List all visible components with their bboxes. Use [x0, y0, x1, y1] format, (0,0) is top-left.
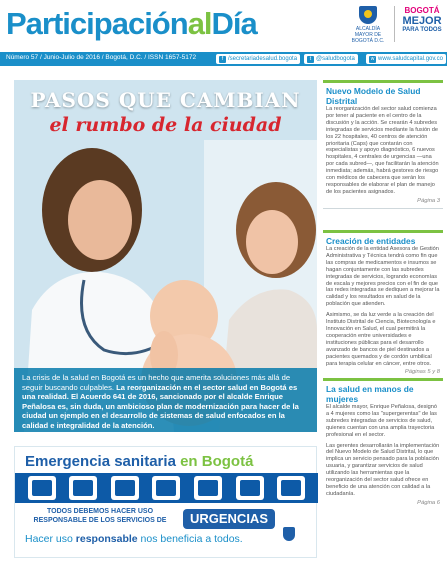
hero-caption-intro: La crisis de la salud en Bogotá es un hecho que amerita soluciones más allá de seguir buscando culpables.	[22, 373, 291, 392]
sidebar-section-entidades	[323, 230, 443, 380]
car-crash-icon	[236, 476, 264, 500]
hero-title-line1: PASOS QUE CAMBIAN	[30, 88, 301, 112]
sidebar-section-mujeres	[323, 378, 443, 506]
issue-info-bar	[0, 52, 447, 66]
banner-tagline	[25, 507, 175, 525]
section-separator	[323, 208, 443, 209]
hero-title-line2: el rumbo de la ciudad	[49, 114, 282, 136]
masthead-part3: Día	[211, 6, 257, 41]
logo-divider	[394, 6, 395, 42]
shield-icon	[359, 6, 377, 24]
hero-caption-bold: La reorganización en el sector salud en Bogotá es una realidad. El Acuerdo 641 de 2016, sancionado por el alcalde Enrique Peñalosa es, sin duda, un ambicioso plan de modernización para hacer de la ciudad un ejemplo en el desarrollo de sistemas de salud enfocados en la calidad e integralidad de la atención.	[22, 382, 299, 430]
facebook-icon: f	[219, 56, 226, 63]
section-rule	[323, 230, 443, 233]
web-icon: w	[370, 55, 375, 62]
bogota-logo-line3: PARA TODOS	[402, 27, 442, 33]
facebook-handle: /secretariadesalud.bogota	[228, 56, 298, 62]
sidebar-section-text	[323, 106, 443, 196]
emergency-icon-strip	[15, 473, 318, 503]
ambulance-icon	[28, 476, 56, 500]
twitter-handle: @saludbogota	[316, 56, 355, 62]
masthead-part2: al	[187, 6, 212, 41]
sidebar-section-nuevo-modelo	[323, 80, 443, 209]
bogota-logo-line2: MEJOR	[402, 15, 442, 27]
masthead-title	[6, 4, 257, 44]
banner-tagline-line1: TODOS DEBEMOS HACER USO	[46, 508, 154, 515]
fall-icon	[152, 476, 180, 500]
banner-tagline-line2: RESPONSABLE DE LOS SERVICIOS DE	[33, 517, 167, 524]
facebook-link[interactable]	[216, 54, 300, 64]
website-link[interactable]	[366, 54, 446, 64]
header-logos	[348, 6, 443, 44]
banner-footer-plain1: Hacer uso	[25, 533, 76, 545]
hero-caption	[14, 368, 317, 432]
banner-title-part2: en Bogotá	[180, 453, 254, 470]
emergency-banner	[14, 446, 317, 558]
masthead-part1: Participación	[6, 6, 188, 41]
page-reference: Página 3	[417, 197, 440, 204]
sidebar-paragraph: El alcalde mayor, Enrique Peñalosa, designó a 4 mujeres como las "supergerentas" de las subredes integradas de servicios de salud, quienes cuentan con una amplia trayectoria profesional en el sector.	[326, 404, 438, 438]
sidebar-section-text	[323, 404, 443, 498]
bogota-mejor-logo	[401, 6, 443, 44]
hero-feature	[14, 80, 317, 432]
alcaldia-mini-logo	[283, 527, 295, 541]
accident-icon	[69, 476, 97, 500]
injury-icon	[111, 476, 139, 500]
sidebar-section-title: La salud en manos de mujeres	[326, 384, 414, 404]
bogota-mini-logo	[299, 527, 315, 541]
sidebar-news	[323, 80, 443, 560]
sidebar-paragraph: La creación de la entidad Asesora de Gestión Administrativa y Técnica tendrá como fin que las compras de medicamentos e insumos se hagan conjuntamente con las subredes integradas de servicios, logrando economías de escala y mejores precios con el fin de que las redes integradas se dediquen a mejorar la calidad y los resultados en salud de la población que atienden.	[326, 246, 440, 308]
twitter-icon: t	[307, 56, 314, 63]
drowning-icon	[277, 476, 305, 500]
sidebar-section-text	[323, 246, 443, 367]
sidebar-paragraph: Asimismo, se da luz verde a la creación del Instituto Distrital de Ciencia, Biotecnología e Innovación en Salud, el cual permitirá la cooperación entre universidades e instituciones públicas para el desarrollo avanzado de bancos de piel destinados a pacientes quemados y de cordón umbilical para terapia celular en cáncer, entre otros.	[326, 312, 436, 367]
page-reference: Página 6	[417, 499, 440, 506]
page-reference: Páginas 5 y 8	[404, 369, 440, 376]
page-header	[0, 0, 447, 52]
banner-footer-bold: responsable	[75, 533, 138, 545]
bogota-logo-line1: BOGOTÁ	[404, 6, 440, 15]
section-rule	[323, 80, 443, 83]
sidebar-paragraph: Las gerentes desarrollarán la implementación del Nuevo Modelo de Salud Distrital, lo que implica un servicio pensado para la población usuaria, y garantizar servicios de salud utilizando las herramientas que la reorganización del sector salud ofrece en beneficio de una atención con calidad a la ciudadanía.	[326, 442, 440, 497]
sidebar-section-title: Nuevo Modelo de Salud Distrital	[326, 86, 421, 106]
section-rule	[323, 378, 443, 381]
alcaldia-logo	[348, 6, 388, 44]
alcaldia-logo-text: ALCALDÍA MAYOR DE BOGOTÁ D.C.	[351, 26, 385, 44]
sidebar-section-title: Creación de entidades	[326, 236, 416, 246]
banner-footer	[25, 533, 243, 545]
banner-logos	[283, 527, 315, 541]
banner-title-part1: Emergencia sanitaria	[25, 453, 176, 470]
urgencias-label: URGENCIAS	[183, 509, 275, 529]
banner-title	[25, 453, 253, 470]
website-url: www.saludcapital.gov.co	[378, 56, 443, 62]
banner-footer-plain2: nos beneficia a todos.	[137, 533, 243, 545]
twitter-link[interactable]	[304, 54, 358, 64]
issue-line: Número 57 / Junio-Julio de 2016 / Bogotá, D.C. / ISSN 1657-5172	[6, 54, 197, 61]
pregnancy-icon	[194, 476, 222, 500]
sidebar-paragraph: La reorganización del sector salud comienza por tener al paciente en el centro de la discusión y la acción. Se crearán 4 subredes integradas de servicios mediante la fusión de los 22 hospitales, 40 centros de atención prioritaria (Caps) que contarán con especialistas y apoyo diagnóstico, 6 nuevos hospitales, 4 centrales de urgencias —una por cada subred—, que facilitarán la atención inmediata; además, habrá gestores de riesgo con médicos de cabecera que serán los responsables de elaborar el plan de manejo de los pacientes asignados.	[326, 106, 439, 195]
